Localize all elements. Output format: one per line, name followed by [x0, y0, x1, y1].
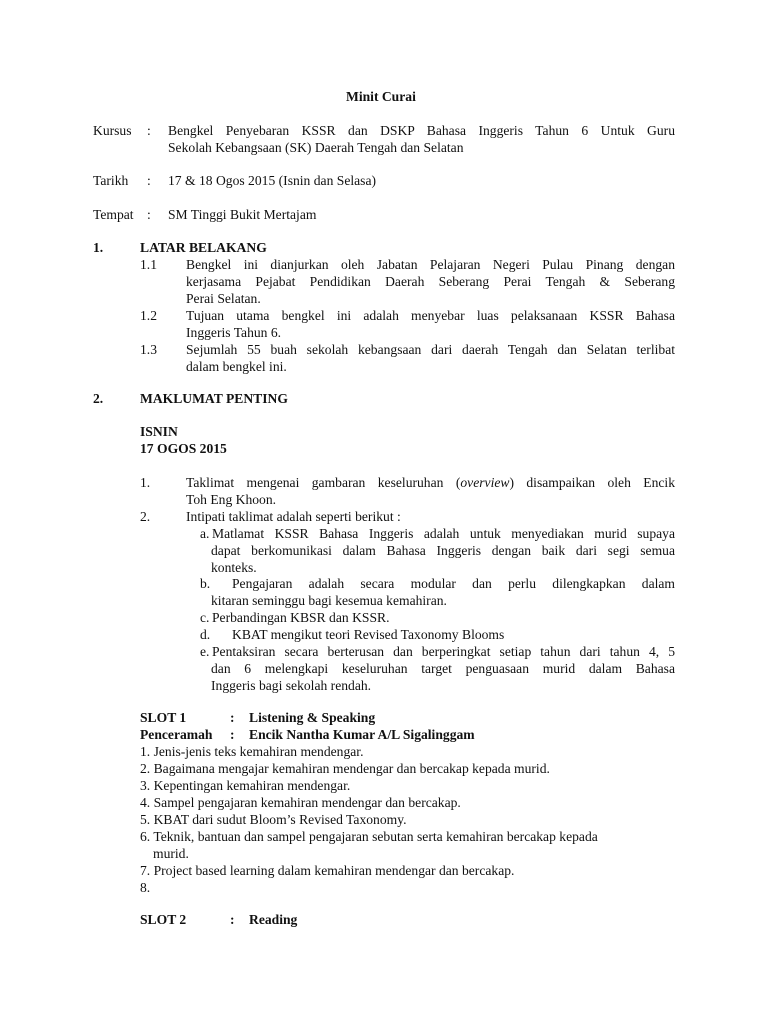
- subitem-line: KBAT mengikut teori Revised Taxonomy Blooms: [232, 627, 505, 642]
- slot1-label: SLOT 1: [140, 710, 187, 725]
- subitem-label: e.: [200, 644, 210, 659]
- subitem-label: a.: [200, 526, 210, 541]
- section2-heading: MAKLUMAT PENTING: [140, 391, 288, 406]
- kursus-value-line1: Bengkel Penyebaran KSSR dan DSKP Bahasa Inggeris Tahun 6 Untuk Guru: [168, 123, 675, 138]
- subitem-label: c.: [200, 610, 210, 625]
- speaker-colon: :: [230, 727, 235, 742]
- slot2-colon: :: [230, 912, 235, 927]
- slot1-colon: :: [230, 710, 235, 725]
- slot1-point: 7. Project based learning dalam kemahiran mendengar dan bercakap.: [140, 863, 515, 878]
- subitem-line: Matlamat KSSR Bahasa Inggeris adalah untuk menyediakan murid supaya: [212, 526, 675, 541]
- section1-item-number: 1.1: [140, 257, 157, 272]
- section1-item-line: Perai Selatan.: [186, 291, 261, 306]
- section1-item-line: dalam bengkel ini.: [186, 359, 287, 374]
- slot1-topic: Listening & Speaking: [249, 710, 376, 725]
- section2-item-line: Intipati taklimat adalah seperti berikut :: [186, 509, 401, 524]
- section2-item-line: Toh Eng Khoon.: [186, 492, 277, 507]
- section1-number: 1.: [93, 240, 104, 255]
- tempat-colon: :: [147, 207, 151, 222]
- date-heading: 17 OGOS 2015: [140, 441, 227, 456]
- subitem-label: b.: [200, 576, 211, 591]
- tarikh-label: Tarikh: [93, 173, 129, 188]
- section1-item-number: 1.3: [140, 342, 157, 357]
- tarikh-colon: :: [147, 173, 151, 188]
- section2-item-number: 1.: [140, 475, 151, 490]
- kursus-value-line2: Sekolah Kebangsaan (SK) Daerah Tengah dan Selatan: [168, 140, 464, 155]
- section1-item-line: kerjasama Pejabat Pendidikan Daerah Seberang Perai Tengah & Seberang: [186, 274, 675, 289]
- section2-item-number: 2.: [140, 509, 151, 524]
- section1-item-line: Inggeris Tahun 6.: [186, 325, 282, 340]
- subitem-line: Perbandingan KBSR dan KSSR.: [212, 610, 390, 625]
- tempat-label: Tempat: [93, 207, 134, 222]
- subitem-line: Pengajaran adalah secara modular dan perlu dilengkapkan dalam: [232, 576, 675, 591]
- tempat-value: SM Tinggi Bukit Mertajam: [168, 207, 317, 222]
- kursus-label: Kursus: [93, 123, 132, 138]
- slot1-point: murid.: [153, 846, 189, 861]
- speaker-label: Penceramah: [140, 727, 213, 742]
- slot1-point: 3. Kepentingan kemahiran mendengar.: [140, 778, 351, 793]
- slot1-point: 5. KBAT dari sudut Bloom’s Revised Taxonomy.: [140, 812, 407, 827]
- subitem-line: Pentaksiran secara berterusan dan berperingkat setiap tahun dari tahun 4, 5: [212, 644, 675, 659]
- slot2-label: SLOT 2: [140, 912, 187, 927]
- section1-item-line: Tujuan utama bengkel ini adalah menyebar luas pelaksanaan KSSR Bahasa: [186, 308, 675, 323]
- section1-item-number: 1.2: [140, 308, 157, 323]
- kursus-colon: :: [147, 123, 151, 138]
- overview-term: overview: [460, 475, 510, 490]
- slot1-point: 8.: [140, 880, 151, 895]
- page-title: Minit Curai: [346, 89, 416, 104]
- slot1-point: 1. Jenis-jenis teks kemahiran mendengar.: [140, 744, 364, 759]
- section1-heading: LATAR BELAKANG: [140, 240, 267, 255]
- day-heading: ISNIN: [140, 424, 178, 439]
- subitem-line: konteks.: [211, 560, 257, 575]
- section1-item-line: Bengkel ini dianjurkan oleh Jabatan Pelajaran Negeri Pulau Pinang dengan: [186, 257, 675, 272]
- slot1-point: 4. Sampel pengajaran kemahiran mendengar dan bercakap.: [140, 795, 461, 810]
- slot1-point: 6. Teknik, bantuan dan sampel pengajaran sebutan serta kemahiran bercakap kepada: [140, 829, 598, 844]
- subitem-line: Inggeris bagi sekolah rendah.: [211, 678, 372, 693]
- slot1-point: 2. Bagaimana mengajar kemahiran mendengar dan bercakap kepada murid.: [140, 761, 550, 776]
- section2-item-line: Taklimat mengenai gambaran keseluruhan (overview) disampaikan oleh Encik: [186, 475, 675, 490]
- subitem-line: dan 6 melengkapi keseluruhan target penguasaan murid dalam Bahasa: [211, 661, 675, 676]
- subitem-line: kitaran seminggu bagi kesemua kemahiran.: [211, 593, 447, 608]
- tarikh-value: 17 & 18 Ogos 2015 (Isnin dan Selasa): [168, 173, 377, 188]
- subitem-line: dapat berkomunikasi dalam Bahasa Inggeris dengan baik dari segi semua: [211, 543, 675, 558]
- section2-number: 2.: [93, 391, 104, 406]
- section1-item-line: Sejumlah 55 buah sekolah kebangsaan dari daerah Tengah dan Selatan terlibat: [186, 342, 675, 357]
- slot2-topic: Reading: [249, 912, 298, 927]
- subitem-label: d.: [200, 627, 211, 642]
- speaker-name: Encik Nantha Kumar A/L Sigalinggam: [249, 727, 475, 742]
